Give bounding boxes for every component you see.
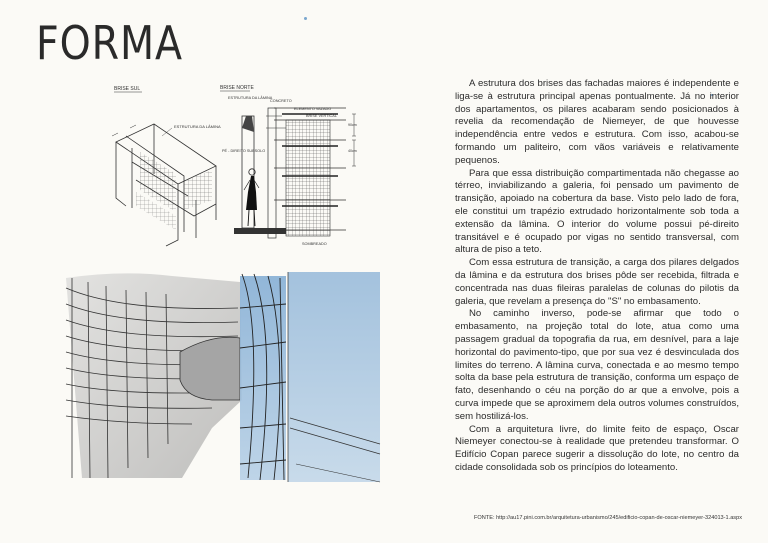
dimension-40cm: 40cm xyxy=(348,149,357,153)
label-pe-direito: PÉ - DIREITO SUBSOLO xyxy=(222,149,266,153)
label-estrutura-lamina-left: ESTRUTURA DA LÂMINA xyxy=(174,124,221,129)
label-brise-vertical: BRISE VERTICAL xyxy=(306,114,337,118)
paragraph: A estrutura dos brises das fachadas maiores é independente e liga-se à estrutura principal apenas pontualmente. Já no interior dos apartamentos, os pilares acabaram sendo posicionados à revelia da recomendação de Niemeyer, de que houvesse independência entre vedos e estrutura. Com isso, acabou-se formando um paliteiro, com vãos variáveis e relativamente pequenos. xyxy=(455,78,739,166)
label-sombreado: SOMBREADO xyxy=(302,242,327,246)
label-elemento-vazado: ELEMENTO VAZADO xyxy=(294,107,332,111)
label-brise-norte: BRISE NORTE xyxy=(220,85,254,91)
page-title: FORMA xyxy=(36,16,183,70)
label-concreto: CONCRETO xyxy=(270,99,292,103)
label-estrutura-lamina-top: ESTRUTURA DA LÂMINA xyxy=(228,96,273,100)
paragraph: Com essa estrutura de transição, a carga dos pilares delgados da lâmina e da estrutura dos brises pôde ser recebida, filtrada e concentrada nas duas fileiras paralelas de colunas do pilotis da galeria, que revelam a presença do "S" no embasamento. xyxy=(455,257,739,307)
watercolor-perspective-sketch xyxy=(62,268,382,484)
brise-section xyxy=(234,108,356,238)
source-citation: FONTE: http://au17.pini.com.br/arquitetura-urbanismo/245/edificio-copan-de-oscar-niemeyer-324013-1.aspx xyxy=(474,515,743,521)
paragraph: Para que essa distribuição compartimentada não chegasse ao térreo, inviabilizando a galeria, foi pensado um pavimento de transição, apoiado na cobertura da base. Visto pelo lado de fora, ele constitui um trapézio extrudado horizontalmente sob toda a extensão da lâmina. O interior do volume possui pé-direito transitável e é ocupado por vigas no sentido transversal, com altura de piso a teto. xyxy=(455,167,739,256)
paint-speck xyxy=(304,17,307,20)
dimension-90cm: 90cm xyxy=(348,123,357,127)
paragraph: No caminho inverso, pode-se afirmar que todo o embasamento, na projeção total do lote, atua como uma passagem gradual da topografia da rua, em desnível, para a laje horizontal do pavimento-tipo, que por sua vez é desvinculada dos limites do terreno. A lâmina curva, conectada e ao mesmo tempo solta da base pela estrutura de transição, conforma um espaço de fato, desenhando o céu na porção do ar que a envolve, pois a curva impede que se aproximem dela outros volumes construídos, sem hostilizá-los. xyxy=(455,308,739,422)
body-text xyxy=(455,78,739,475)
brise-section-sketch xyxy=(96,80,372,256)
paragraph: Com a arquitetura livre, do limite feito de espaço, Oscar Niemeyer conectou-se à realidade que pretendeu transformar. O Edifício Copan parece sugerir a dissolução do lote, no centro da cidade consolidada sob os princípios do loteamento. xyxy=(455,423,739,473)
label-brise-sul: BRISE SUL xyxy=(114,86,141,92)
